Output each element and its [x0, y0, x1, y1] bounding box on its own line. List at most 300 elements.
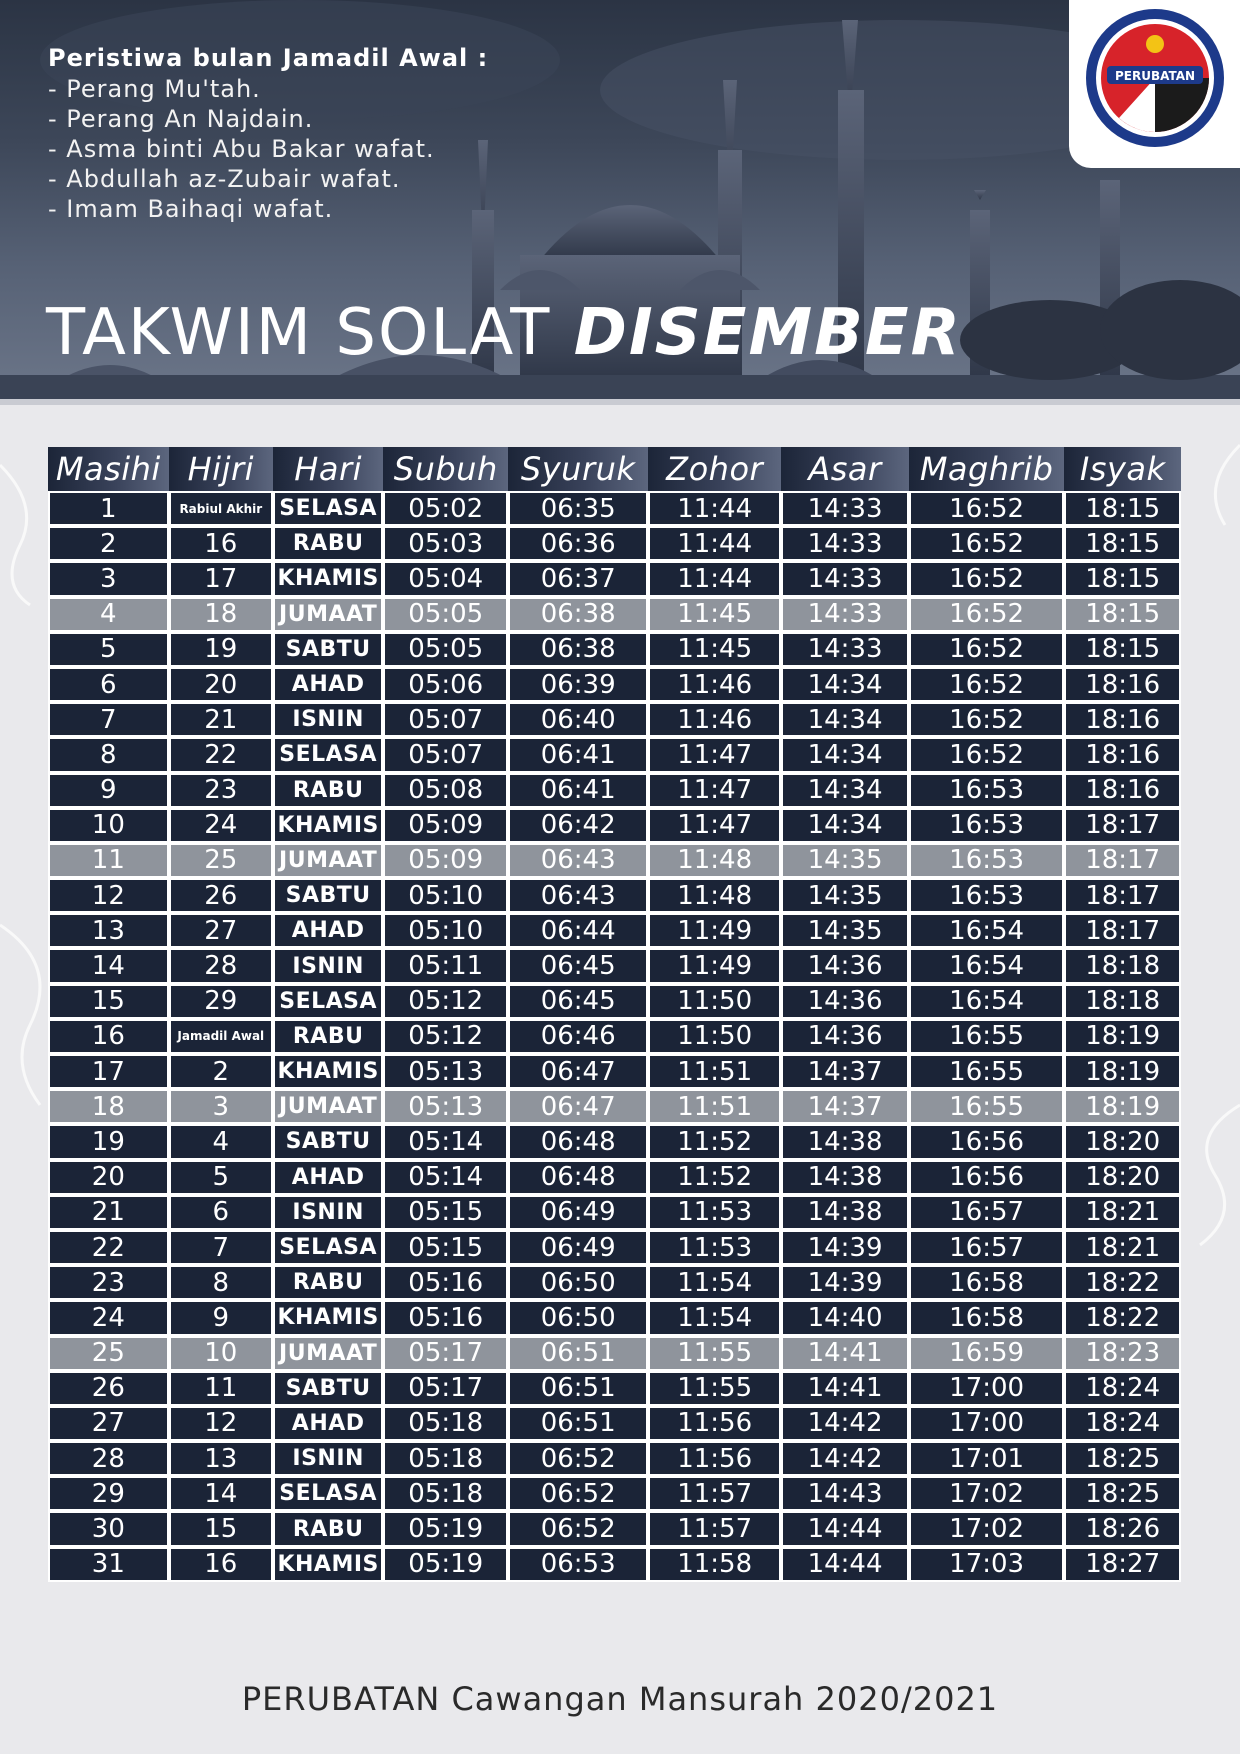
cell-syuruk: 06:38 — [508, 632, 648, 667]
cell-masihi: 1 — [48, 491, 169, 526]
column-header-subuh: Subuh — [383, 447, 508, 491]
cell-asar: 14:44 — [781, 1511, 909, 1546]
cell-hijri: 25 — [169, 843, 273, 878]
cell-hijri: 18 — [169, 597, 273, 632]
cell-masihi: 17 — [48, 1054, 169, 1089]
table-row — [48, 1547, 1181, 1582]
cell-hari: KHAMIS — [273, 561, 383, 596]
cell-masihi: 19 — [48, 1124, 169, 1159]
column-header-isyak: Isyak — [1064, 447, 1181, 491]
cell-masihi: 29 — [48, 1476, 169, 1511]
table-row — [48, 948, 1181, 983]
table-row — [48, 1089, 1181, 1124]
cell-asar: 14:44 — [781, 1547, 909, 1582]
cell-maghrib: 16:55 — [909, 1054, 1064, 1089]
cell-asar: 14:36 — [781, 1019, 909, 1054]
cell-isyak: 18:19 — [1064, 1019, 1181, 1054]
cell-hijri: 3 — [169, 1089, 273, 1124]
cell-maghrib: 16:52 — [909, 597, 1064, 632]
cell-syuruk: 06:52 — [508, 1441, 648, 1476]
table-row — [48, 843, 1181, 878]
table-row — [48, 1476, 1181, 1511]
cell-masihi: 5 — [48, 632, 169, 667]
cell-hijri: 29 — [169, 984, 273, 1019]
cell-masihi: 16 — [48, 1019, 169, 1054]
footer-text: PERUBATAN Cawangan Mansurah 2020/2021 — [241, 1680, 999, 1718]
cell-masihi: 22 — [48, 1230, 169, 1265]
cell-subuh: 05:17 — [383, 1336, 508, 1371]
cell-maghrib: 16:57 — [909, 1195, 1064, 1230]
logo-text: PERUBATAN — [1114, 69, 1196, 83]
table-row — [48, 1300, 1181, 1335]
cell-syuruk: 06:43 — [508, 843, 648, 878]
cell-zohor: 11:53 — [648, 1195, 781, 1230]
cell-asar: 14:37 — [781, 1089, 909, 1124]
cell-zohor: 11:47 — [648, 773, 781, 808]
cell-subuh: 05:12 — [383, 1019, 508, 1054]
cell-hijri: 16 — [169, 1547, 273, 1582]
table-header-row — [48, 447, 1181, 491]
cell-subuh: 05:10 — [383, 878, 508, 913]
cell-maghrib: 16:55 — [909, 1089, 1064, 1124]
cell-maghrib: 16:55 — [909, 1019, 1064, 1054]
table-row — [48, 1511, 1181, 1546]
table-row — [48, 702, 1181, 737]
cell-hijri: 24 — [169, 808, 273, 843]
cell-hari: SELASA — [273, 1230, 383, 1265]
cell-syuruk: 06:45 — [508, 984, 648, 1019]
cell-asar: 14:34 — [781, 808, 909, 843]
cell-syuruk: 06:48 — [508, 1124, 648, 1159]
cell-hijri: 6 — [169, 1195, 273, 1230]
page-title-month: DISEMBER — [573, 296, 962, 370]
cell-hijri: 27 — [169, 913, 273, 948]
cell-hijri: 5 — [169, 1160, 273, 1195]
cell-hari: ISNIN — [273, 1441, 383, 1476]
events-title: Peristiwa bulan Jamadil Awal : — [48, 44, 489, 72]
perubatan-emblem-icon — [1069, 0, 1240, 168]
cell-zohor: 11:57 — [648, 1511, 781, 1546]
cell-maghrib: 16:52 — [909, 737, 1064, 772]
cell-hijri: 19 — [169, 632, 273, 667]
cell-masihi: 28 — [48, 1441, 169, 1476]
cell-isyak: 18:15 — [1064, 597, 1181, 632]
table-row — [48, 1160, 1181, 1195]
cell-syuruk: 06:52 — [508, 1511, 648, 1546]
cell-subuh: 05:10 — [383, 913, 508, 948]
cell-syuruk: 06:50 — [508, 1300, 648, 1335]
cell-zohor: 11:54 — [648, 1300, 781, 1335]
cell-maghrib: 16:53 — [909, 878, 1064, 913]
cell-asar: 14:33 — [781, 632, 909, 667]
cell-isyak: 18:25 — [1064, 1476, 1181, 1511]
page-title — [46, 296, 962, 370]
cell-syuruk: 06:51 — [508, 1406, 648, 1441]
column-header-zohor: Zohor — [648, 447, 781, 491]
cell-hijri: 21 — [169, 702, 273, 737]
cell-masihi: 14 — [48, 948, 169, 983]
cell-asar: 14:34 — [781, 773, 909, 808]
cell-isyak: 18:23 — [1064, 1336, 1181, 1371]
cell-asar: 14:39 — [781, 1265, 909, 1300]
cell-subuh: 05:07 — [383, 702, 508, 737]
cell-maghrib: 16:57 — [909, 1230, 1064, 1265]
cell-masihi: 13 — [48, 913, 169, 948]
cell-hari: AHAD — [273, 1406, 383, 1441]
event-item: - Perang An Najdain. — [48, 105, 314, 133]
event-item: - Perang Mu'tah. — [48, 75, 261, 103]
cell-zohor: 11:47 — [648, 808, 781, 843]
cell-maghrib: 17:02 — [909, 1511, 1064, 1546]
cell-isyak: 18:21 — [1064, 1195, 1181, 1230]
cell-isyak: 18:16 — [1064, 702, 1181, 737]
cell-subuh: 05:18 — [383, 1406, 508, 1441]
cell-isyak: 18:18 — [1064, 984, 1181, 1019]
cell-isyak: 18:15 — [1064, 561, 1181, 596]
cell-isyak: 18:16 — [1064, 667, 1181, 702]
cell-masihi: 20 — [48, 1160, 169, 1195]
cell-masihi: 21 — [48, 1195, 169, 1230]
cell-hijri: 23 — [169, 773, 273, 808]
cell-zohor: 11:50 — [648, 984, 781, 1019]
cell-zohor: 11:56 — [648, 1441, 781, 1476]
cell-isyak: 18:19 — [1064, 1089, 1181, 1124]
cell-isyak: 18:26 — [1064, 1511, 1181, 1546]
cell-isyak: 18:18 — [1064, 948, 1181, 983]
cell-maghrib: 16:53 — [909, 843, 1064, 878]
cell-hari: SABTU — [273, 1124, 383, 1159]
cell-maghrib: 16:56 — [909, 1124, 1064, 1159]
cell-hijri: 26 — [169, 878, 273, 913]
table-row — [48, 1336, 1181, 1371]
header-banner — [0, 0, 1240, 405]
cell-zohor: 11:49 — [648, 948, 781, 983]
cell-maghrib: 16:52 — [909, 632, 1064, 667]
cell-subuh: 05:09 — [383, 808, 508, 843]
cell-syuruk: 06:49 — [508, 1195, 648, 1230]
cell-maghrib: 16:56 — [909, 1160, 1064, 1195]
table-row — [48, 1124, 1181, 1159]
cell-subuh: 05:06 — [383, 667, 508, 702]
cell-maghrib: 16:52 — [909, 526, 1064, 561]
cell-asar: 14:33 — [781, 491, 909, 526]
cell-zohor: 11:49 — [648, 913, 781, 948]
cell-hari: ISNIN — [273, 1195, 383, 1230]
table-row — [48, 491, 1181, 526]
cell-zohor: 11:55 — [648, 1371, 781, 1406]
cell-hari: SABTU — [273, 1371, 383, 1406]
cell-hari: AHAD — [273, 913, 383, 948]
cell-isyak: 18:17 — [1064, 913, 1181, 948]
cell-maghrib: 16:54 — [909, 948, 1064, 983]
cell-subuh: 05:04 — [383, 561, 508, 596]
cell-zohor: 11:45 — [648, 597, 781, 632]
cell-subuh: 05:15 — [383, 1230, 508, 1265]
cell-hijri: 16 — [169, 526, 273, 561]
cell-zohor: 11:44 — [648, 561, 781, 596]
cell-isyak: 18:17 — [1064, 808, 1181, 843]
cell-asar: 14:38 — [781, 1160, 909, 1195]
cell-syuruk: 06:43 — [508, 878, 648, 913]
cell-hari: SELASA — [273, 1476, 383, 1511]
column-header-maghrib: Maghrib — [909, 447, 1064, 491]
cell-subuh: 05:19 — [383, 1511, 508, 1546]
table-row — [48, 913, 1181, 948]
cell-isyak: 18:16 — [1064, 773, 1181, 808]
table-row — [48, 1019, 1181, 1054]
cell-syuruk: 06:42 — [508, 808, 648, 843]
cell-masihi: 6 — [48, 667, 169, 702]
cell-zohor: 11:50 — [648, 1019, 781, 1054]
cell-maghrib: 16:52 — [909, 702, 1064, 737]
table-row — [48, 1230, 1181, 1265]
cell-zohor: 11:57 — [648, 1476, 781, 1511]
cell-syuruk: 06:49 — [508, 1230, 648, 1265]
cell-maghrib: 17:03 — [909, 1547, 1064, 1582]
cell-isyak: 18:22 — [1064, 1265, 1181, 1300]
cell-subuh: 05:13 — [383, 1089, 508, 1124]
table-row — [48, 632, 1181, 667]
cell-maghrib: 17:00 — [909, 1371, 1064, 1406]
cell-maghrib: 16:58 — [909, 1300, 1064, 1335]
cell-isyak: 18:24 — [1064, 1406, 1181, 1441]
cell-subuh: 05:03 — [383, 526, 508, 561]
cell-masihi: 3 — [48, 561, 169, 596]
cell-hari: RABU — [273, 526, 383, 561]
cell-asar: 14:33 — [781, 561, 909, 596]
cell-syuruk: 06:45 — [508, 948, 648, 983]
cell-subuh: 05:08 — [383, 773, 508, 808]
cell-zohor: 11:52 — [648, 1124, 781, 1159]
cell-hari: JUMAAT — [273, 843, 383, 878]
cell-maghrib: 16:52 — [909, 491, 1064, 526]
cell-subuh: 05:13 — [383, 1054, 508, 1089]
cell-asar: 14:35 — [781, 913, 909, 948]
cell-isyak: 18:15 — [1064, 632, 1181, 667]
table-row — [48, 667, 1181, 702]
cell-hijri: 28 — [169, 948, 273, 983]
cell-hijri: 4 — [169, 1124, 273, 1159]
cell-hari: AHAD — [273, 1160, 383, 1195]
cell-hijri: 11 — [169, 1371, 273, 1406]
cell-syuruk: 06:52 — [508, 1476, 648, 1511]
cell-masihi: 7 — [48, 702, 169, 737]
cell-hari: ISNIN — [273, 702, 383, 737]
cell-subuh: 05:16 — [383, 1265, 508, 1300]
cell-subuh: 05:12 — [383, 984, 508, 1019]
cell-isyak: 18:15 — [1064, 526, 1181, 561]
cell-maghrib: 17:02 — [909, 1476, 1064, 1511]
cell-subuh: 05:05 — [383, 597, 508, 632]
cell-syuruk: 06:38 — [508, 597, 648, 632]
cell-zohor: 11:51 — [648, 1054, 781, 1089]
cell-maghrib: 16:53 — [909, 808, 1064, 843]
cell-syuruk: 06:47 — [508, 1054, 648, 1089]
cell-isyak: 18:22 — [1064, 1300, 1181, 1335]
table-row — [48, 878, 1181, 913]
cell-maghrib: 17:01 — [909, 1441, 1064, 1476]
cell-asar: 14:40 — [781, 1300, 909, 1335]
cell-isyak: 18:25 — [1064, 1441, 1181, 1476]
cell-isyak: 18:20 — [1064, 1160, 1181, 1195]
cell-hijri: 10 — [169, 1336, 273, 1371]
cell-subuh: 05:11 — [383, 948, 508, 983]
cell-masihi: 10 — [48, 808, 169, 843]
cell-subuh: 05:14 — [383, 1124, 508, 1159]
cell-zohor: 11:52 — [648, 1160, 781, 1195]
column-header-hijri: Hijri — [169, 447, 273, 491]
perubatan-logo — [1069, 0, 1240, 168]
table-row — [48, 1406, 1181, 1441]
cell-maghrib: 17:00 — [909, 1406, 1064, 1441]
cell-subuh: 05:14 — [383, 1160, 508, 1195]
cell-maghrib: 16:53 — [909, 773, 1064, 808]
cell-hari: SELASA — [273, 984, 383, 1019]
cell-asar: 14:38 — [781, 1195, 909, 1230]
cell-subuh: 05:02 — [383, 491, 508, 526]
table-row — [48, 773, 1181, 808]
cell-masihi: 25 — [48, 1336, 169, 1371]
table-row — [48, 561, 1181, 596]
cell-zohor: 11:55 — [648, 1336, 781, 1371]
column-header-hari: Hari — [273, 447, 383, 491]
cell-hijri: 15 — [169, 1511, 273, 1546]
cell-syuruk: 06:41 — [508, 773, 648, 808]
cell-isyak: 18:21 — [1064, 1230, 1181, 1265]
event-item: - Imam Baihaqi wafat. — [48, 195, 334, 223]
cell-hari: KHAMIS — [273, 1547, 383, 1582]
cell-asar: 14:34 — [781, 737, 909, 772]
cell-zohor: 11:46 — [648, 702, 781, 737]
cell-masihi: 11 — [48, 843, 169, 878]
table-row — [48, 1054, 1181, 1089]
cell-hijri: Jamadil Awal — [169, 1019, 273, 1054]
cell-syuruk: 06:51 — [508, 1371, 648, 1406]
cell-subuh: 05:07 — [383, 737, 508, 772]
cell-isyak: 18:17 — [1064, 878, 1181, 913]
cell-syuruk: 06:50 — [508, 1265, 648, 1300]
cell-syuruk: 06:37 — [508, 561, 648, 596]
cell-isyak: 18:27 — [1064, 1547, 1181, 1582]
table-row — [48, 1265, 1181, 1300]
cell-hari: SELASA — [273, 737, 383, 772]
cell-zohor: 11:54 — [648, 1265, 781, 1300]
cell-zohor: 11:44 — [648, 491, 781, 526]
cell-syuruk: 06:41 — [508, 737, 648, 772]
prayer-times-table — [48, 447, 1181, 1582]
cell-hari: RABU — [273, 1265, 383, 1300]
cell-hari: KHAMIS — [273, 1054, 383, 1089]
cell-isyak: 18:19 — [1064, 1054, 1181, 1089]
cell-isyak: 18:15 — [1064, 491, 1181, 526]
cell-syuruk: 06:51 — [508, 1336, 648, 1371]
cell-maghrib: 16:58 — [909, 1265, 1064, 1300]
cell-hari: SELASA — [273, 491, 383, 526]
cell-maghrib: 16:52 — [909, 667, 1064, 702]
cell-isyak: 18:16 — [1064, 737, 1181, 772]
cell-hijri: 2 — [169, 1054, 273, 1089]
cell-masihi: 18 — [48, 1089, 169, 1124]
cell-syuruk: 06:36 — [508, 526, 648, 561]
cell-masihi: 9 — [48, 773, 169, 808]
cell-syuruk: 06:53 — [508, 1547, 648, 1582]
cell-hari: RABU — [273, 1019, 383, 1054]
event-item: - Abdullah az-Zubair wafat. — [48, 165, 401, 193]
cell-hijri: 9 — [169, 1300, 273, 1335]
cell-masihi: 26 — [48, 1371, 169, 1406]
cell-asar: 14:35 — [781, 878, 909, 913]
cell-hijri: 7 — [169, 1230, 273, 1265]
cell-isyak: 18:17 — [1064, 843, 1181, 878]
table-row — [48, 526, 1181, 561]
cell-masihi: 31 — [48, 1547, 169, 1582]
cell-hari: AHAD — [273, 667, 383, 702]
cell-subuh: 05:09 — [383, 843, 508, 878]
page-title-light: TAKWIM SOLAT — [46, 296, 574, 370]
cell-hijri: 14 — [169, 1476, 273, 1511]
cell-hari: RABU — [273, 773, 383, 808]
cell-hijri: 12 — [169, 1406, 273, 1441]
event-item: - Asma binti Abu Bakar wafat. — [48, 135, 435, 163]
cell-asar: 14:33 — [781, 526, 909, 561]
cell-asar: 14:37 — [781, 1054, 909, 1089]
cell-masihi: 2 — [48, 526, 169, 561]
cell-zohor: 11:47 — [648, 737, 781, 772]
events-list — [48, 44, 488, 224]
cell-asar: 14:42 — [781, 1441, 909, 1476]
cell-subuh: 05:19 — [383, 1547, 508, 1582]
table-row — [48, 1371, 1181, 1406]
cell-isyak: 18:20 — [1064, 1124, 1181, 1159]
cell-masihi: 24 — [48, 1300, 169, 1335]
cell-hari: JUMAAT — [273, 1089, 383, 1124]
column-header-asar: Asar — [781, 447, 909, 491]
cell-zohor: 11:48 — [648, 843, 781, 878]
cell-hari: ISNIN — [273, 948, 383, 983]
cell-hari: SABTU — [273, 878, 383, 913]
cell-syuruk: 06:40 — [508, 702, 648, 737]
cell-masihi: 12 — [48, 878, 169, 913]
cell-hari: KHAMIS — [273, 808, 383, 843]
cell-hijri: 17 — [169, 561, 273, 596]
cell-zohor: 11:56 — [648, 1406, 781, 1441]
cell-syuruk: 06:44 — [508, 913, 648, 948]
cell-syuruk: 06:47 — [508, 1089, 648, 1124]
cell-zohor: 11:53 — [648, 1230, 781, 1265]
cell-asar: 14:39 — [781, 1230, 909, 1265]
table-row — [48, 597, 1181, 632]
column-header-masihi: Masihi — [48, 447, 169, 491]
cell-maghrib: 16:59 — [909, 1336, 1064, 1371]
cell-hijri: Rabiul Akhir — [169, 491, 273, 526]
cell-hijri: 22 — [169, 737, 273, 772]
cell-masihi: 23 — [48, 1265, 169, 1300]
cell-asar: 14:41 — [781, 1371, 909, 1406]
table-body — [48, 491, 1181, 1582]
cell-syuruk: 06:46 — [508, 1019, 648, 1054]
cell-asar: 14:41 — [781, 1336, 909, 1371]
cell-subuh: 05:05 — [383, 632, 508, 667]
cell-asar: 14:33 — [781, 597, 909, 632]
cell-hari: KHAMIS — [273, 1300, 383, 1335]
cell-zohor: 11:45 — [648, 632, 781, 667]
cell-asar: 14:36 — [781, 948, 909, 983]
cell-masihi: 27 — [48, 1406, 169, 1441]
cell-hari: SABTU — [273, 632, 383, 667]
table-row — [48, 984, 1181, 1019]
cell-zohor: 11:58 — [648, 1547, 781, 1582]
cell-masihi: 8 — [48, 737, 169, 772]
